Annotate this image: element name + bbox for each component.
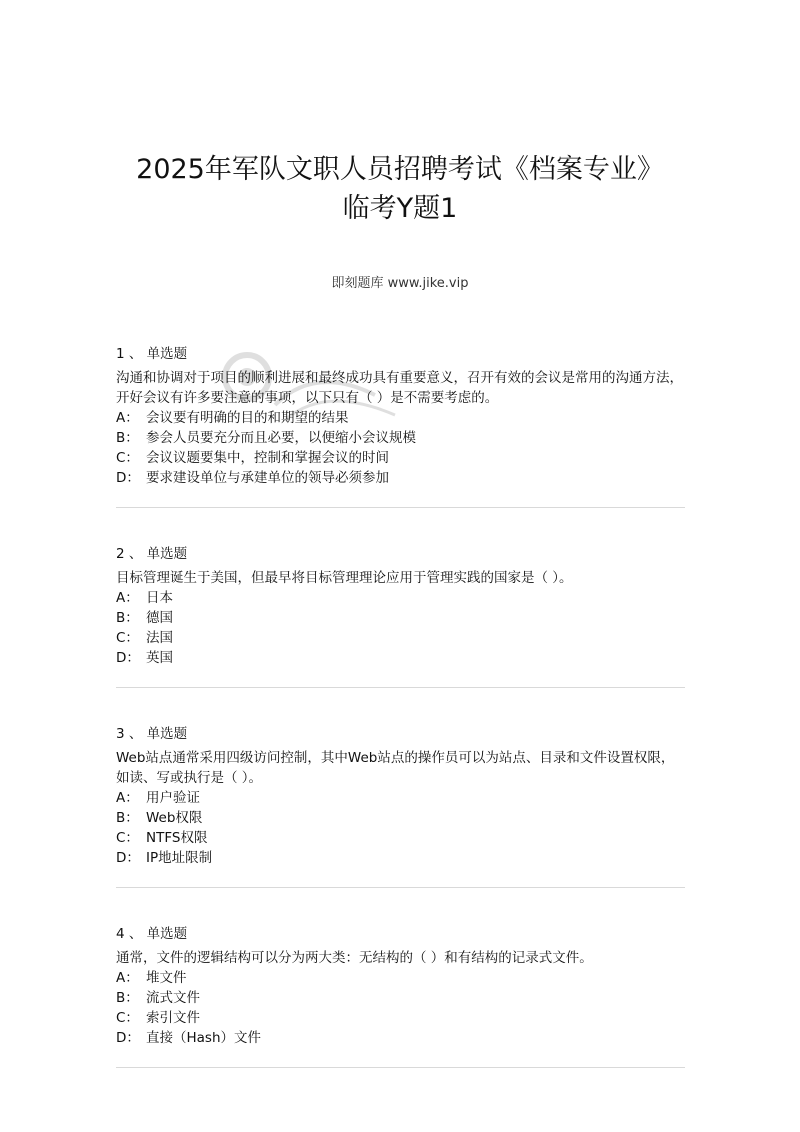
option-letter: C：: [116, 630, 139, 646]
option-b: [116, 428, 686, 448]
question-divider: [116, 507, 685, 508]
option-b: [116, 608, 686, 628]
option-a: [116, 408, 686, 428]
question-text: 沟通和协调对于项目的顺利进展和最终成功具有重要意义，召开有效的会议是常用的沟通方法，开好会议有许多要注意的事项，以下只有（ ）是不需要考虑的。: [116, 370, 683, 406]
option-text: 英国: [146, 650, 173, 666]
option-letter: D：: [116, 650, 140, 666]
option-text: 会议要有明确的目的和期望的结果: [146, 410, 349, 426]
option-letter: B：: [116, 810, 139, 826]
option-text: Web权限: [146, 810, 203, 826]
page-title-line-1: 2025年军队文职人员招聘考试《档案专业》: [136, 154, 664, 185]
option-d: [116, 468, 686, 488]
question-text: 通常，文件的逻辑结构可以分为两大类：无结构的（ ）和有结构的记录式文件。: [116, 950, 593, 966]
option-text: 会议议题要集中，控制和掌握会议的时间: [146, 450, 389, 466]
option-a: [116, 588, 686, 608]
option-text: 直接（Hash）文件: [146, 1030, 262, 1046]
question-text: 目标管理诞生于美国，但最早将目标管理理论应用于管理实践的国家是（ ）。: [116, 570, 573, 586]
option-c: [116, 448, 686, 468]
option-letter: D：: [116, 1030, 140, 1046]
option-a: [116, 788, 686, 808]
option-text: IP地址限制: [146, 850, 213, 866]
option-c: [116, 628, 686, 648]
option-letter: D：: [116, 850, 140, 866]
option-text: 用户验证: [146, 790, 200, 806]
option-b: [116, 988, 686, 1008]
option-letter: C：: [116, 830, 139, 846]
question-header: 4 、 单选题: [116, 926, 188, 942]
question-2: [116, 544, 686, 668]
question-1: [116, 344, 686, 488]
question-divider: [116, 1067, 685, 1068]
option-letter: A：: [116, 970, 139, 986]
option-letter: A：: [116, 410, 139, 426]
option-d: [116, 848, 686, 868]
option-letter: C：: [116, 1010, 139, 1026]
option-text: 流式文件: [146, 990, 200, 1006]
option-text: 要求建设单位与承建单位的领导必须参加: [146, 470, 389, 486]
question-3: [116, 724, 686, 868]
page-title-line-2: 临考Y题1: [342, 193, 458, 224]
question-text: Web站点通常采用四级访问控制，其中Web站点的操作员可以为站点、目录和文件设置权限，如读、写或执行是（ ）。: [116, 750, 675, 786]
option-text: 堆文件: [146, 970, 187, 986]
question-header: 3 、 单选题: [116, 726, 188, 742]
question-divider: [116, 687, 685, 688]
option-letter: D：: [116, 470, 140, 486]
question-header: 1 、 单选题: [116, 346, 188, 362]
option-text: NTFS权限: [146, 830, 208, 846]
option-c: [116, 828, 686, 848]
source-line: 即刻题库 www.jike.vip: [331, 276, 469, 291]
option-letter: B：: [116, 430, 139, 446]
option-text: 参会人员要充分而且必要，以便缩小会议规模: [146, 430, 416, 446]
option-c: [116, 1008, 686, 1028]
option-text: 索引文件: [146, 1010, 200, 1026]
option-letter: C：: [116, 450, 139, 466]
option-text: 日本: [146, 590, 173, 606]
option-d: [116, 1028, 686, 1048]
question-divider: [116, 887, 685, 888]
option-d: [116, 648, 686, 668]
question-4: [116, 924, 686, 1048]
question-header: 2 、 单选题: [116, 546, 188, 562]
option-letter: A：: [116, 790, 139, 806]
option-letter: B：: [116, 610, 139, 626]
option-letter: B：: [116, 990, 139, 1006]
option-text: 法国: [146, 630, 173, 646]
option-a: [116, 968, 686, 988]
option-letter: A：: [116, 590, 139, 606]
option-b: [116, 808, 686, 828]
option-text: 德国: [146, 610, 173, 626]
